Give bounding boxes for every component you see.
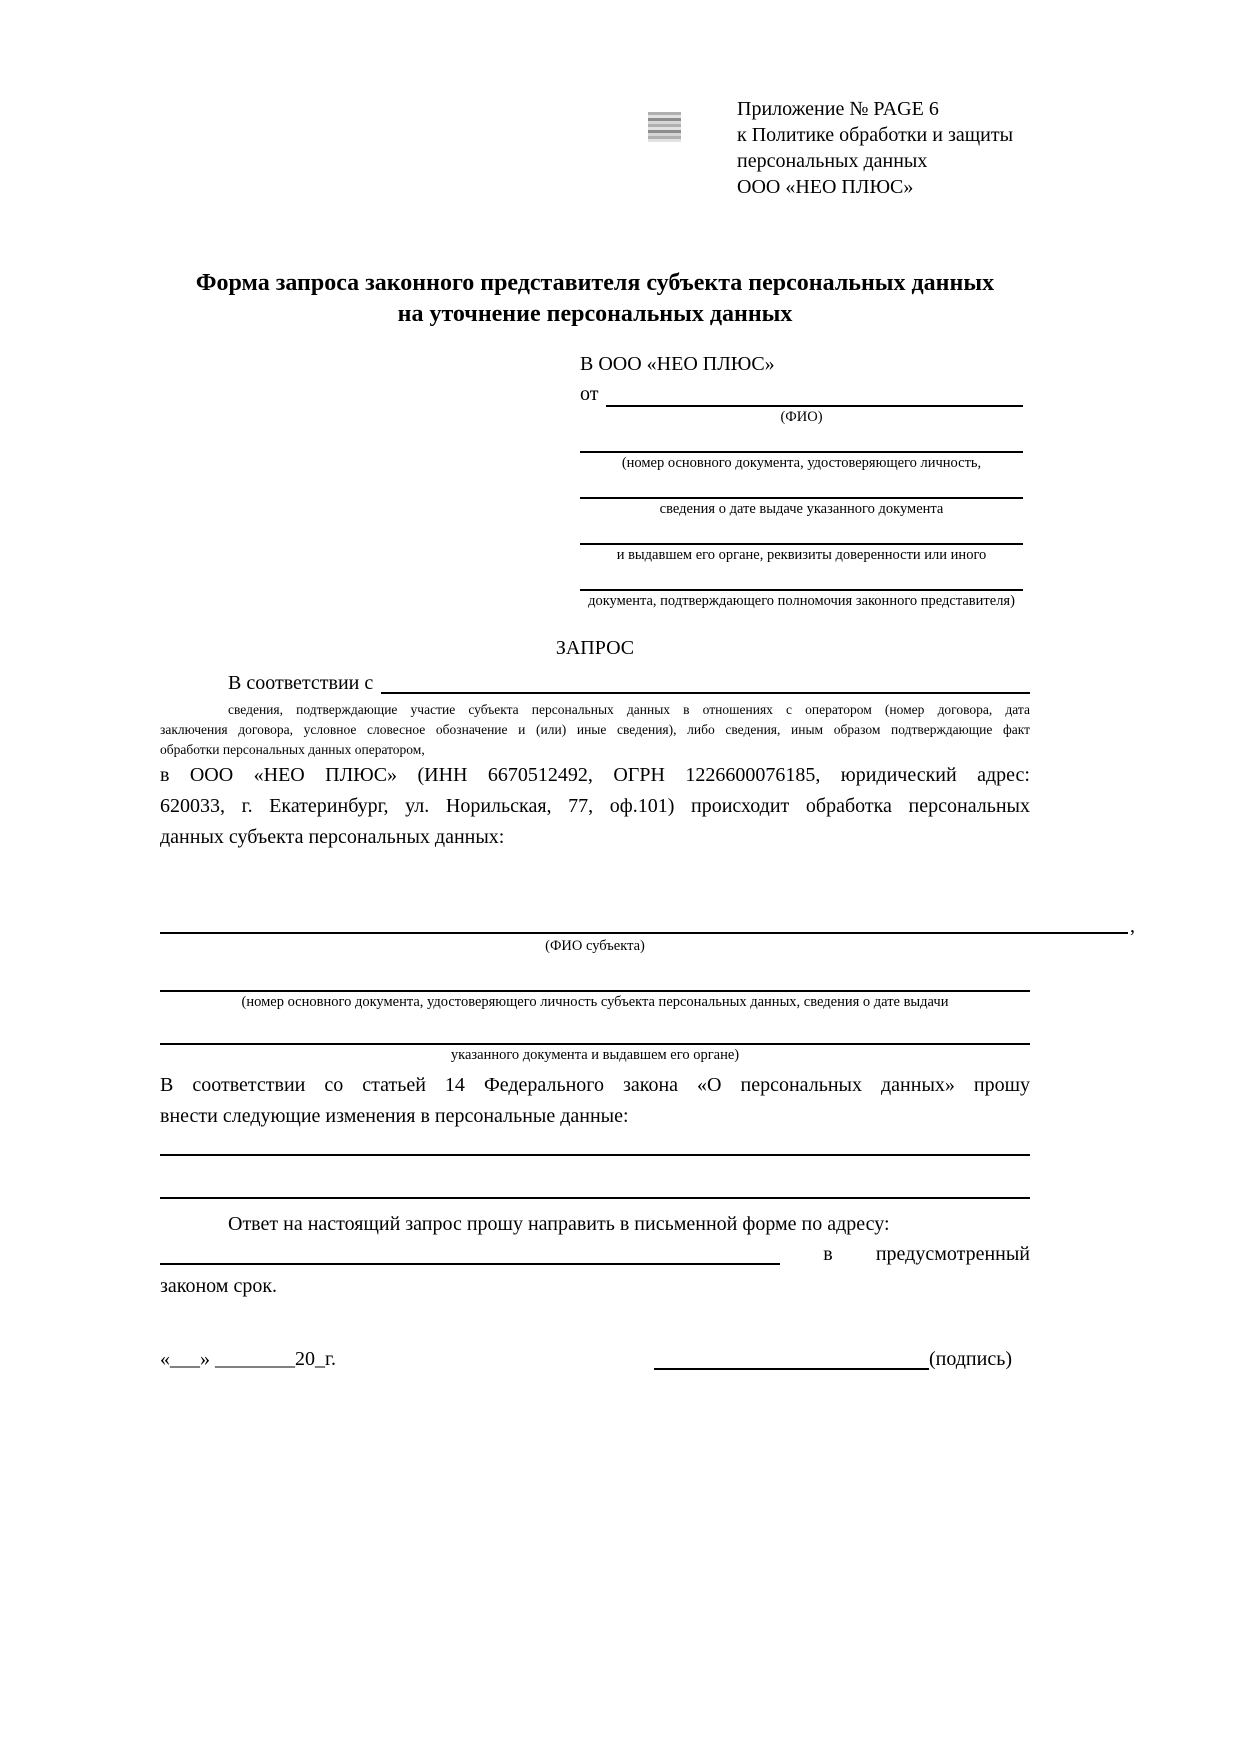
- embedded-object-icon: [648, 112, 681, 142]
- caption-authority-doc: документа, подтверждающего полномочия законного представителя): [588, 593, 1015, 609]
- changes-blank-line-1[interactable]: [160, 1132, 1030, 1156]
- subject-fio-blank-line[interactable]: [160, 932, 1128, 934]
- representative-doc-field-3: [580, 527, 1023, 565]
- request-body: [160, 636, 1135, 1374]
- signature-field: [654, 1344, 1030, 1374]
- caption-doc-number: (номер основного документа, удостоверяющего личность,: [621, 455, 982, 471]
- blank-line-doc-number[interactable]: [580, 435, 1023, 453]
- addressee-block: [580, 352, 1023, 611]
- representative-doc-field-4: [580, 573, 1023, 611]
- caption-doc-issuer: и выдавшем его органе, реквизиты доверенности или иного: [616, 547, 987, 563]
- form-title-line-1: Форма запроса законного представителя субъекта персональных данных: [195, 270, 995, 296]
- reply-word-in: в: [823, 1243, 833, 1265]
- article-line-2: внести следующие изменения в персональные данные:: [160, 1105, 629, 1127]
- operator-line-3: данных субъекта персональных данных:: [160, 826, 505, 848]
- blank-line-doc-issuer[interactable]: [580, 527, 1023, 545]
- changes-blank-line-2[interactable]: [160, 1156, 1030, 1199]
- policy-line-1: к Политике обработки и защиты: [737, 124, 1014, 146]
- representative-doc-field-1: [580, 435, 1023, 473]
- operator-paragraph: [160, 760, 1030, 853]
- subject-doc-blank-line-2[interactable]: [160, 1025, 1030, 1045]
- basis-blank-line[interactable]: [381, 692, 1030, 694]
- appendix-header: [737, 96, 1013, 200]
- signature-blank-line[interactable]: [654, 1368, 929, 1370]
- reply-intro: Ответ на настоящий запрос прошу направить в письменной форме по адресу:: [228, 1213, 890, 1235]
- subject-doc-caption-1: (номер основного документа, удостоверяющего личность субъекта персональных данных, сведения о дате выдачи: [241, 994, 949, 1010]
- subject-fio-caption: (ФИО субъекта): [545, 938, 645, 954]
- signature-row: [160, 1346, 1030, 1374]
- fine-print-line-1: сведения, подтверждающие участие субъекта персональных данных в отношениях с оператором (номер договора, дата: [228, 702, 1030, 717]
- trailing-comma: ,: [1130, 915, 1135, 937]
- subject-doc-caption-2: указанного документа и выдавшем его органе): [450, 1047, 740, 1063]
- company-name: ООО «НЕО ПЛЮС»: [737, 176, 914, 198]
- from-field-row: [580, 383, 1023, 407]
- basis-fine-print: [160, 700, 1030, 760]
- fine-print-line-3: обработки персональных данных оператором,: [160, 742, 425, 757]
- policy-line-2: персональных данных: [737, 150, 928, 172]
- fio-caption: (ФИО): [780, 409, 823, 425]
- subject-fio-field-row: [160, 913, 1135, 937]
- reply-word-term: предусмотренный: [875, 1243, 1030, 1265]
- blank-line-doc-date[interactable]: [580, 481, 1023, 499]
- reply-tail: законом срок.: [160, 1275, 278, 1297]
- appendix-number-line: Приложение № PAGE 6: [737, 98, 939, 120]
- reply-address-blank-line[interactable]: [160, 1263, 780, 1265]
- basis-prefix: В соответствии с: [228, 672, 374, 694]
- form-title: [160, 268, 1030, 330]
- from-label: от: [580, 383, 599, 405]
- form-title-line-2: на уточнение персональных данных: [397, 301, 793, 327]
- reply-address-field-row: [160, 1243, 1030, 1269]
- article-paragraph: [160, 1070, 1030, 1132]
- operator-line-2: 620033, г. Екатеринбург, ул. Норильская, 77, оф.101) происходит обработка персональных: [160, 795, 1030, 817]
- article-line-1: В соответствии со статьей 14 Федерального закона «О персональных данных» прошу: [160, 1074, 1030, 1096]
- signature-caption: (подпись): [928, 1348, 1012, 1370]
- request-heading: ЗАПРОС: [555, 637, 635, 659]
- fine-print-line-2: заключения договора, условное словесное обозначение и (или) иные сведения), либо сведения, иным образом подтверждающие факт: [160, 722, 1030, 737]
- date-blank-text[interactable]: «___» ________20_г.: [160, 1348, 336, 1370]
- representative-doc-field-2: [580, 481, 1023, 519]
- operator-line-1: в ООО «НЕО ПЛЮС» (ИНН 6670512492, ОГРН 1226600076185, юридический адрес:: [160, 764, 1030, 786]
- from-blank-line[interactable]: [606, 405, 1023, 407]
- addressee-to: В ООО «НЕО ПЛЮС»: [580, 353, 775, 375]
- subject-doc-blank-line-1[interactable]: [160, 972, 1030, 992]
- blank-line-authority-doc[interactable]: [580, 573, 1023, 591]
- caption-doc-date: сведения о дате выдаче указанного документа: [659, 501, 944, 517]
- basis-field-row: [160, 671, 1030, 698]
